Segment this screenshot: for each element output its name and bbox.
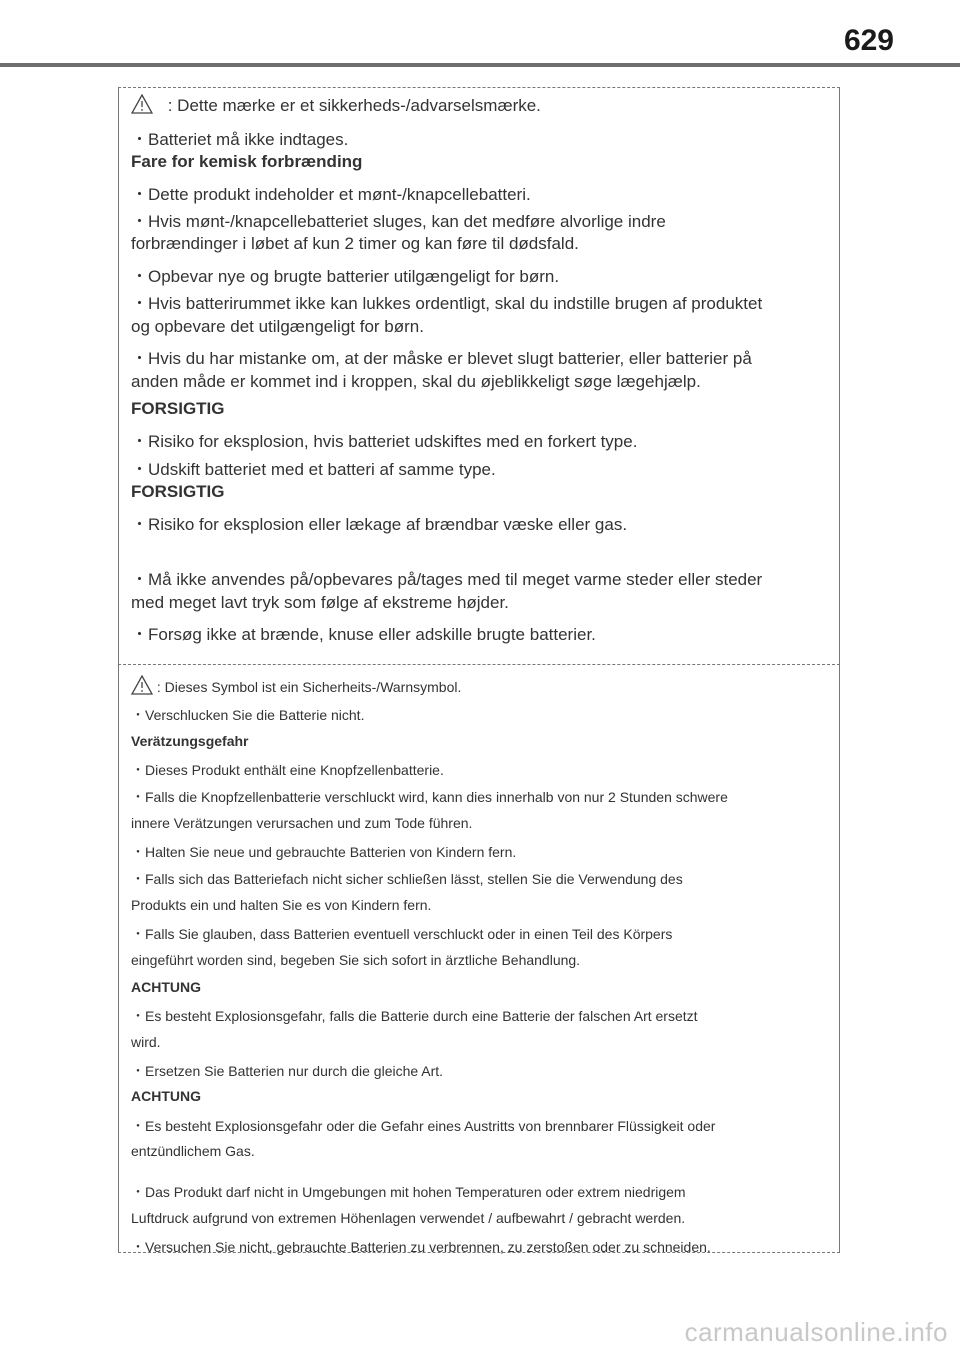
german-text-line: Produkts ein und halten Sie es von Kindern fern. — [131, 897, 432, 913]
danish-text-line: forbrændinger i løbet af kun 2 timer og kan føre til dødsfald. — [131, 234, 579, 253]
german-text-line: innere Verätzungen verursachen und zum Tode führen. — [131, 815, 473, 831]
german-text-line: ・Falls sich das Batteriefach nicht sicher schließen lässt, stellen Sie die Verwendung des — [131, 871, 683, 887]
german-text-line: ・Verschlucken Sie die Batterie nicht. — [131, 707, 365, 723]
danish-text-line: FORSIGTIG — [131, 399, 225, 418]
german-text-line: ・Dieses Produkt enthält eine Knopfzellenbatterie. — [131, 762, 444, 778]
danish-text-line: ・Dette produkt indeholder et mønt-/knapcellebatteri. — [131, 185, 531, 204]
german-text-line: ・Es besteht Explosionsgefahr oder die Gefahr eines Austritts von brennbarer Flüssigkeit oder — [131, 1118, 716, 1134]
danish-text-line: ・Opbevar nye og brugte batterier utilgængeligt for børn. — [131, 267, 560, 286]
german-text-line: ・Versuchen Sie nicht, gebrauchte Batterien zu verbrennen, zu zerstoßen oder zu schneiden. — [131, 1239, 711, 1255]
danish-text-line: ・Hvis batterirummet ikke kan lukkes ordentligt, skal du indstille brugen af produktet — [131, 294, 763, 313]
german-warning-section — [118, 664, 840, 1253]
danish-text-line: ・Batteriet må ikke indtages. — [131, 130, 349, 149]
danish-symbol-note: : Dette mærke er et sikkerheds-/advarselsmærke. — [167, 96, 541, 115]
german-text-line: wird. — [131, 1034, 161, 1050]
german-text-line: ・Es besteht Explosionsgefahr, falls die Batterie durch eine Batterie der falschen Art ersetzt — [131, 1008, 698, 1024]
german-text-line: ・Halten Sie neue und gebrauchte Batterien von Kindern fern. — [131, 844, 517, 860]
danish-text-line: ・Må ikke anvendes på/opbevares på/tages med til meget varme steder eller steder — [131, 570, 763, 589]
watermark: carmanualsonline.info — [684, 1317, 948, 1347]
german-text-line: ・Das Produkt darf nicht in Umgebungen mit hohen Temperaturen oder extrem niedrigem — [131, 1184, 686, 1200]
german-text-line: eingeführt worden sind, begeben Sie sich sofort in ärztliche Behandlung. — [131, 952, 581, 968]
german-text-line: Verätzungsgefahr — [131, 733, 249, 749]
danish-symbol-line — [131, 94, 541, 119]
german-text-line: ・Ersetzen Sie Batterien nur durch die gleiche Art. — [131, 1063, 444, 1079]
german-text-line: Luftdruck aufgrund von extremen Höhenlagen verwendet / aufbewahrt / gebracht werden. — [131, 1210, 686, 1226]
danish-text-line: med meget lavt tryk som følge af ekstreme højder. — [131, 593, 509, 612]
danish-text-line: og opbevare det utilgængeligt for børn. — [131, 317, 424, 336]
german-text-line: ・Falls Sie glauben, dass Batterien eventuell verschluckt oder in einen Teil des Körpers — [131, 926, 673, 942]
danish-text-line: ・Forsøg ikke at brænde, knuse eller adskille brugte batterier. — [131, 625, 596, 644]
german-text-line: ・Falls die Knopfzellenbatterie verschluckt wird, kann dies innerhalb von nur 2 Stunden schwere — [131, 789, 728, 805]
danish-text-line: ・Udskift batteriet med et batteri af samme type. — [131, 460, 496, 479]
danish-text-line: ・Hvis mønt-/knapcellebatteriet sluges, kan det medføre alvorlige indre — [131, 212, 666, 231]
danish-text-line: ・Hvis du har mistanke om, at der måske er blevet slugt batterier, eller batterier på — [131, 349, 752, 368]
danish-warning-section — [118, 87, 840, 665]
german-symbol-line — [131, 675, 461, 698]
warning-triangle-icon — [131, 675, 153, 698]
german-symbol-note: : Dieses Symbol ist ein Sicherheits-/Warnsymbol. — [156, 679, 462, 695]
german-text-line: ACHTUNG — [131, 1088, 201, 1104]
danish-text-line: ・Risiko for eksplosion, hvis batteriet udskiftes med en forkert type. — [131, 432, 638, 451]
danish-text-line: FORSIGTIG — [131, 482, 225, 501]
german-text-line: entzündlichem Gas. — [131, 1143, 255, 1159]
warning-triangle-icon — [131, 94, 153, 119]
danish-text-line: anden måde er kommet ind i kroppen, skal du øjeblikkeligt søge lægehjælp. — [131, 372, 701, 391]
header-rule — [0, 63, 960, 67]
danish-text-line: ・Risiko for eksplosion eller lækage af brændbar væske eller gas. — [131, 515, 628, 534]
german-text-line: ACHTUNG — [131, 979, 201, 995]
page-number: 629 — [843, 24, 894, 57]
danish-text-line: Fare for kemisk forbrænding — [131, 152, 363, 171]
